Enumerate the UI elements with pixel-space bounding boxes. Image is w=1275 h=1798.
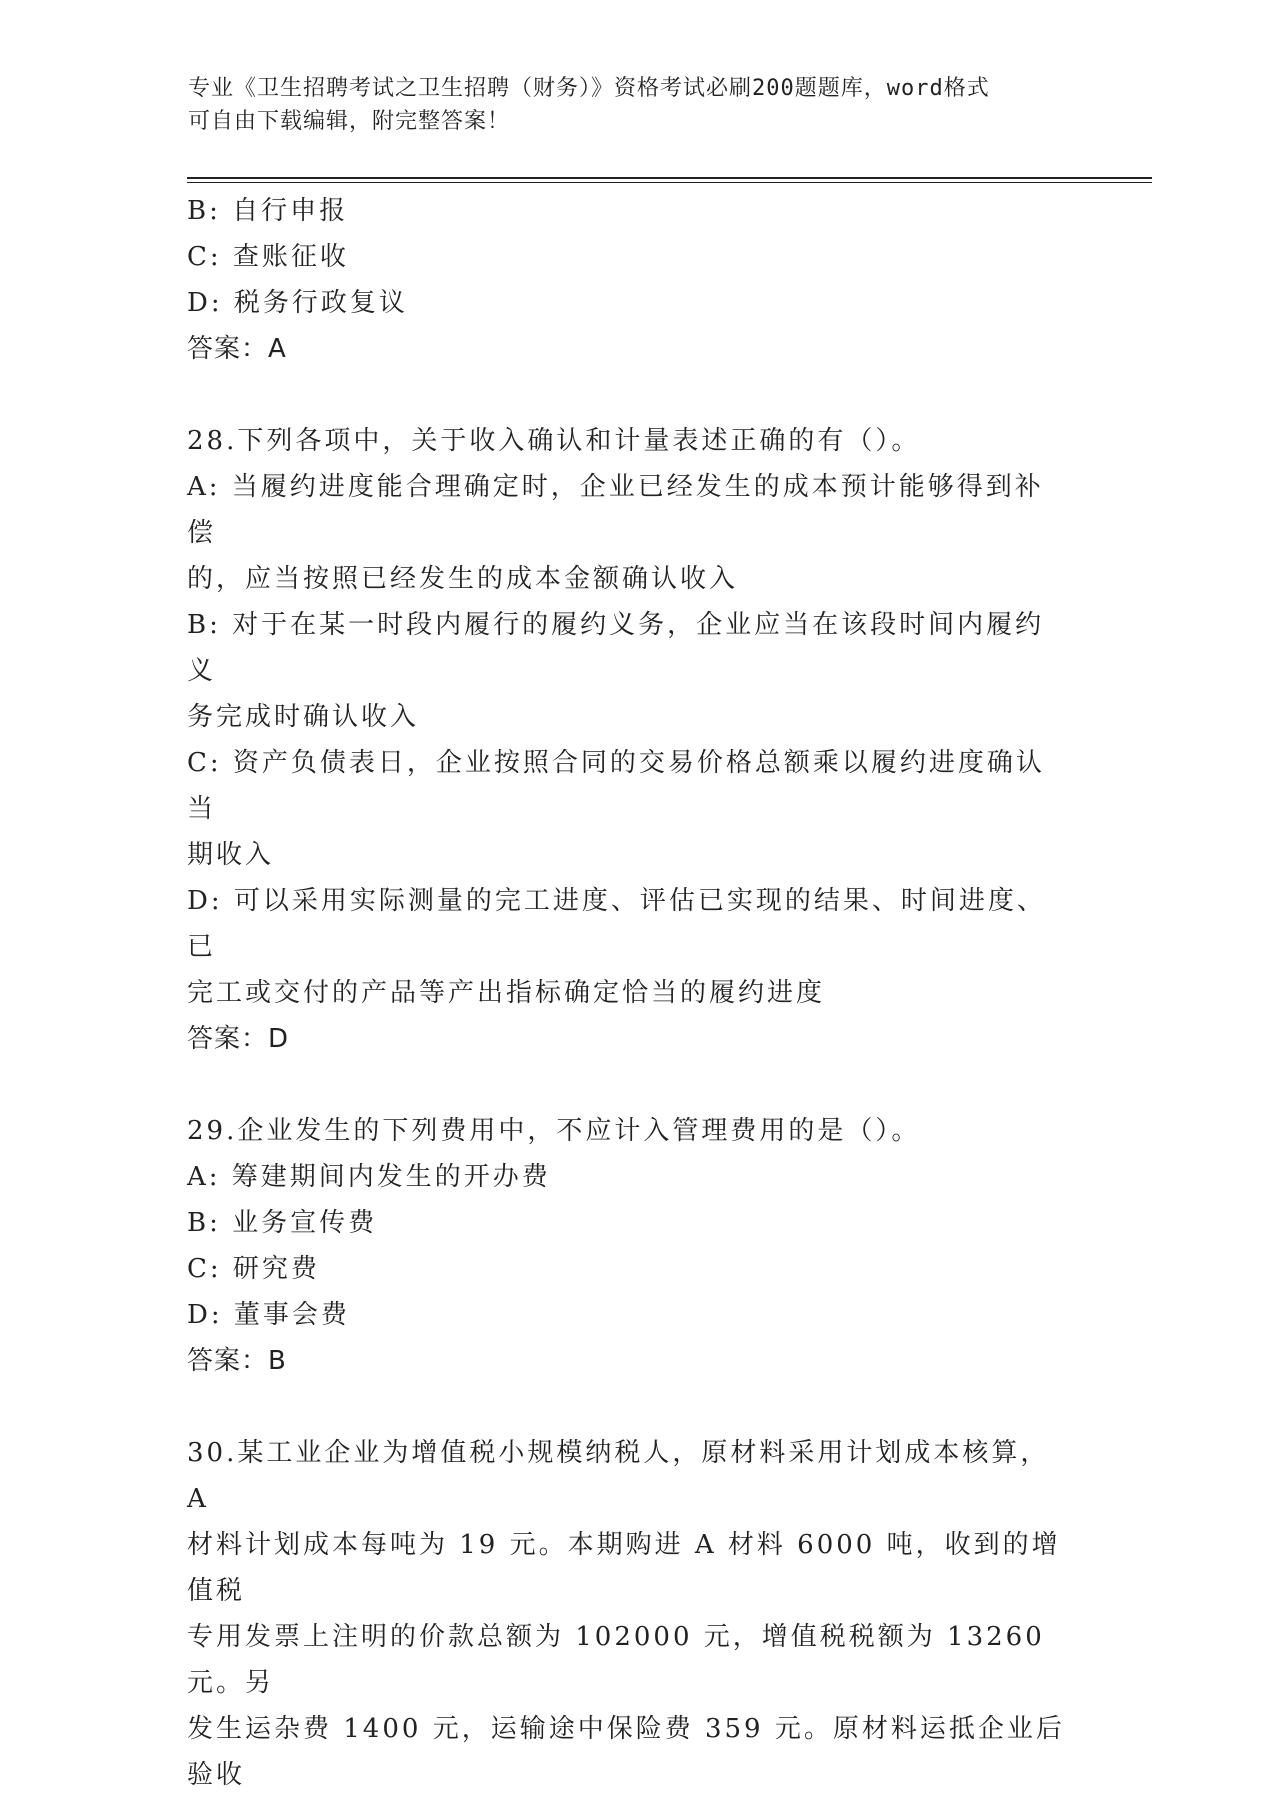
- document-body: [187, 188, 1067, 1798]
- q29-answer: 答案：B: [187, 1346, 287, 1376]
- q30-line-1: 30.某工业企业为增值税小规模纳税人，原材料采用计划成本核算，A: [187, 1438, 1050, 1514]
- q27-option-d: D: 税务行政复议: [187, 288, 408, 318]
- header-line-2: 可自由下载编辑，附完整答案！: [188, 109, 511, 134]
- spacer: [187, 372, 1067, 418]
- q29-question: 29.企业发生的下列费用中，不应计入管理费用的是（）。: [187, 1116, 921, 1146]
- spacer: [187, 1384, 1067, 1430]
- question-30-section: [187, 1430, 1067, 1798]
- question-29-section: [187, 1108, 1067, 1384]
- q28-option-c-line-1: C: 资产负债表日，企业按照合同的交易价格总额乘以履约进度确认当: [187, 748, 1045, 824]
- question-27-section: [187, 188, 1067, 372]
- q28-option-c-line-2: 期收入: [187, 840, 275, 870]
- q29-option-a: A: 筹建期间内发生的开办费: [187, 1162, 551, 1192]
- q28-option-d-line-2: 完工或交付的产品等产出指标确定恰当的履约进度: [187, 978, 826, 1008]
- spacer: [187, 1062, 1067, 1108]
- q28-option-b-line-1: B: 对于在某一时段内履行的履约义务，企业应当在该段时间内履约义: [187, 610, 1045, 686]
- q28-option-b-line-2: 务完成时确认收入: [187, 702, 420, 732]
- document-header: [188, 72, 1088, 138]
- q29-option-b: B: 业务宣传费: [187, 1208, 378, 1238]
- q28-answer: 答案：D: [187, 1024, 290, 1054]
- header-line-1: 专业《卫生招聘考试之卫生招聘（财务）》资格考试必刷200题题库，word格式: [188, 76, 990, 101]
- q30-line-4: 发生运杂费 1400 元，运输途中保险费 359 元。原材料运抵企业后验收: [187, 1714, 1065, 1790]
- q30-line-2: 材料计划成本每吨为 19 元。本期购进 A 材料 6000 吨，收到的增值税: [187, 1530, 1061, 1606]
- q28-option-a-line-1: A: 当履约进度能合理确定时，企业已经发生的成本预计能够得到补偿: [187, 472, 1044, 548]
- q28-question: 28.下列各项中，关于收入确认和计量表述正确的有（）。: [187, 426, 921, 456]
- q27-option-b: B: 自行申报: [187, 196, 349, 226]
- q28-option-d-line-1: D: 可以采用实际测量的完工进度、评估已实现的结果、时间进度、已: [187, 886, 1046, 962]
- q29-option-d: D: 董事会费: [187, 1300, 350, 1330]
- question-28-section: [187, 418, 1067, 1062]
- q27-option-c: C: 查账征收: [187, 242, 349, 272]
- q28-option-a-line-2: 的，应当按照已经发生的成本金额确认收入: [187, 564, 739, 594]
- q30-line-3: 专用发票上注明的价款总额为 102000 元，增值税税额为 13260 元。另: [187, 1622, 1045, 1698]
- header-rule-thin: [187, 182, 1152, 183]
- q29-option-c: C: 研究费: [187, 1254, 320, 1284]
- q27-answer: 答案：A: [187, 334, 287, 364]
- header-rule-thick: [187, 177, 1152, 179]
